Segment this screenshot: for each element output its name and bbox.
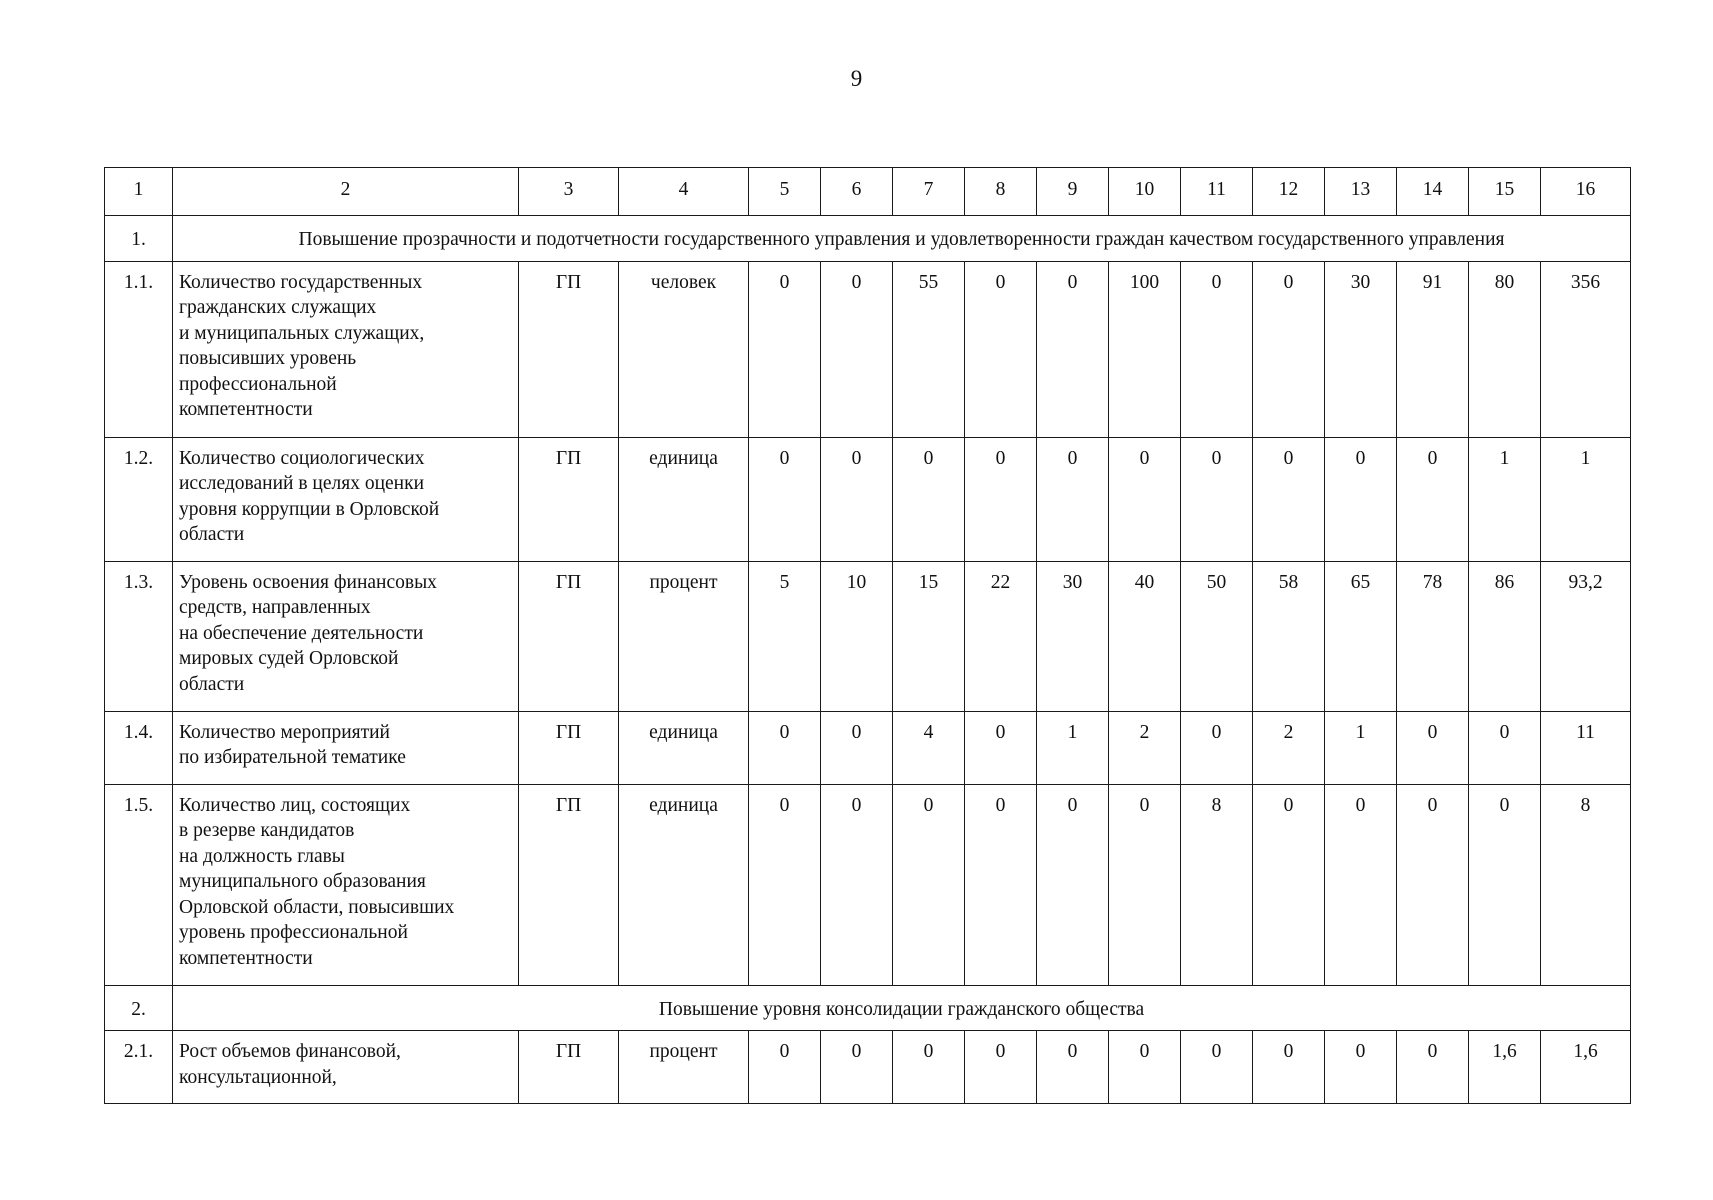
section-row	[105, 985, 1631, 1031]
value-cell: 0	[749, 1031, 821, 1104]
value-cell: 1	[1469, 437, 1541, 561]
table-row	[105, 437, 1631, 561]
value-cell: 0	[1253, 437, 1325, 561]
column-number: 14	[1397, 168, 1469, 216]
value-cell: 0	[1325, 1031, 1397, 1104]
value-cell: 0	[1109, 437, 1181, 561]
value-cell: 91	[1397, 261, 1469, 437]
value-cell: 0	[821, 1031, 893, 1104]
value-cell: 0	[1253, 261, 1325, 437]
column-number: 5	[749, 168, 821, 216]
value-cell: 30	[1325, 261, 1397, 437]
value-cell: 0	[1397, 784, 1469, 985]
section-row	[105, 216, 1631, 262]
unit-cell: процент	[619, 1031, 749, 1104]
value-cell: 0	[1469, 711, 1541, 784]
value-cell: 0	[1469, 784, 1541, 985]
value-cell: 22	[965, 561, 1037, 711]
source-cell: ГП	[519, 261, 619, 437]
value-cell: 55	[893, 261, 965, 437]
source-cell: ГП	[519, 437, 619, 561]
value-cell: 0	[893, 437, 965, 561]
row-number: 2.1.	[105, 1031, 173, 1104]
value-cell: 4	[893, 711, 965, 784]
value-cell: 5	[749, 561, 821, 711]
table-row	[105, 1031, 1631, 1104]
row-number: 1.1.	[105, 261, 173, 437]
value-cell: 93,2	[1541, 561, 1631, 711]
row-number: 1.3.	[105, 561, 173, 711]
column-number: 15	[1469, 168, 1541, 216]
value-cell: 0	[1253, 784, 1325, 985]
column-number-row	[105, 168, 1631, 216]
row-number: 1.4.	[105, 711, 173, 784]
section-number: 2.	[105, 985, 173, 1031]
value-cell: 0	[1397, 437, 1469, 561]
value-cell: 30	[1037, 561, 1109, 711]
value-cell: 78	[1397, 561, 1469, 711]
value-cell: 0	[749, 784, 821, 985]
value-cell: 0	[965, 437, 1037, 561]
value-cell: 0	[893, 1031, 965, 1104]
unit-cell: единица	[619, 437, 749, 561]
value-cell: 50	[1181, 561, 1253, 711]
value-cell: 0	[749, 437, 821, 561]
value-cell: 0	[1397, 711, 1469, 784]
unit-cell: единица	[619, 711, 749, 784]
value-cell: 0	[1037, 784, 1109, 985]
value-cell: 100	[1109, 261, 1181, 437]
value-cell: 0	[821, 261, 893, 437]
section-title: Повышение уровня консолидации гражданского общества	[173, 985, 1631, 1031]
value-cell: 0	[965, 711, 1037, 784]
value-cell: 0	[749, 711, 821, 784]
column-number: 11	[1181, 168, 1253, 216]
value-cell: 1	[1037, 711, 1109, 784]
indicator-name: Количество мероприятий по избирательной тематике	[173, 711, 519, 784]
indicator-name: Количество социологических исследований в целях оценки уровня коррупции в Орловской области	[173, 437, 519, 561]
value-cell: 0	[1325, 437, 1397, 561]
value-cell: 15	[893, 561, 965, 711]
source-cell: ГП	[519, 711, 619, 784]
table-row	[105, 784, 1631, 985]
value-cell: 0	[1181, 261, 1253, 437]
unit-cell: человек	[619, 261, 749, 437]
value-cell: 0	[821, 711, 893, 784]
column-number: 1	[105, 168, 173, 216]
table-row	[105, 711, 1631, 784]
value-cell: 80	[1469, 261, 1541, 437]
value-cell: 0	[1181, 437, 1253, 561]
value-cell: 2	[1109, 711, 1181, 784]
value-cell: 0	[1037, 1031, 1109, 1104]
column-number: 13	[1325, 168, 1397, 216]
value-cell: 11	[1541, 711, 1631, 784]
column-number: 10	[1109, 168, 1181, 216]
column-number: 6	[821, 168, 893, 216]
value-cell: 65	[1325, 561, 1397, 711]
value-cell: 0	[1037, 437, 1109, 561]
indicator-name: Количество государственных гражданских служащих и муниципальных служащих, повысивших уровень профессиональной компетентности	[173, 261, 519, 437]
unit-cell: процент	[619, 561, 749, 711]
column-number: 4	[619, 168, 749, 216]
table-row	[105, 561, 1631, 711]
value-cell: 1	[1325, 711, 1397, 784]
value-cell: 356	[1541, 261, 1631, 437]
value-cell: 0	[965, 784, 1037, 985]
table-row	[105, 261, 1631, 437]
column-number: 2	[173, 168, 519, 216]
value-cell: 0	[1253, 1031, 1325, 1104]
column-number: 8	[965, 168, 1037, 216]
value-cell: 1	[1541, 437, 1631, 561]
value-cell: 0	[965, 261, 1037, 437]
value-cell: 0	[1325, 784, 1397, 985]
value-cell: 0	[749, 261, 821, 437]
value-cell: 8	[1541, 784, 1631, 985]
value-cell: 86	[1469, 561, 1541, 711]
value-cell: 0	[1109, 784, 1181, 985]
value-cell: 1,6	[1469, 1031, 1541, 1104]
column-number: 9	[1037, 168, 1109, 216]
value-cell: 0	[893, 784, 965, 985]
row-number: 1.5.	[105, 784, 173, 985]
value-cell: 0	[1109, 1031, 1181, 1104]
column-number: 3	[519, 168, 619, 216]
column-number: 7	[893, 168, 965, 216]
column-number: 12	[1253, 168, 1325, 216]
value-cell: 58	[1253, 561, 1325, 711]
value-cell: 8	[1181, 784, 1253, 985]
value-cell: 0	[821, 437, 893, 561]
indicators-table	[104, 167, 1631, 1104]
source-cell: ГП	[519, 1031, 619, 1104]
indicator-name: Рост объемов финансовой, консультационной,	[173, 1031, 519, 1104]
value-cell: 10	[821, 561, 893, 711]
source-cell: ГП	[519, 784, 619, 985]
value-cell: 0	[821, 784, 893, 985]
source-cell: ГП	[519, 561, 619, 711]
page-number: 9	[850, 66, 863, 91]
value-cell: 1,6	[1541, 1031, 1631, 1104]
value-cell: 0	[1397, 1031, 1469, 1104]
column-number: 16	[1541, 168, 1631, 216]
unit-cell: единица	[619, 784, 749, 985]
value-cell: 0	[1037, 261, 1109, 437]
indicator-name: Уровень освоения финансовых средств, направленных на обеспечение деятельности мировых судей Орловской области	[173, 561, 519, 711]
value-cell: 0	[1181, 1031, 1253, 1104]
section-number: 1.	[105, 216, 173, 262]
section-title: Повышение прозрачности и подотчетности государственного управления и удовлетворенности граждан качеством государственного управления	[173, 216, 1631, 262]
value-cell: 40	[1109, 561, 1181, 711]
value-cell: 2	[1253, 711, 1325, 784]
value-cell: 0	[1181, 711, 1253, 784]
indicator-name: Количество лиц, состоящих в резерве кандидатов на должность главы муниципального образования Орловской области, повысивших уровень профессиональной компетентности	[173, 784, 519, 985]
value-cell: 0	[965, 1031, 1037, 1104]
row-number: 1.2.	[105, 437, 173, 561]
